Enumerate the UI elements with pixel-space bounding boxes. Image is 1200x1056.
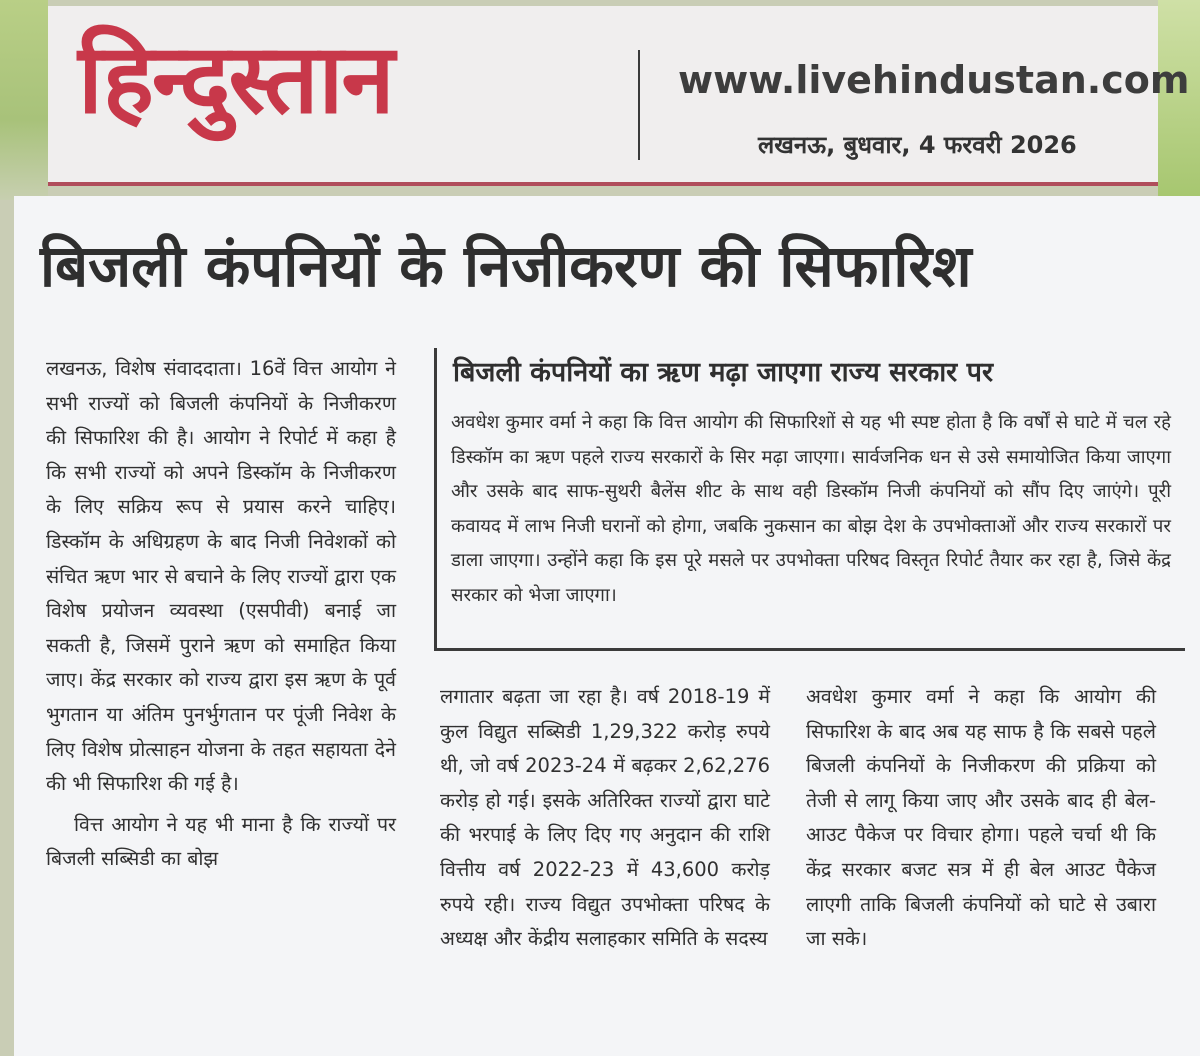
box-subheadline: बिजली कंपनियों का ऋण मढ़ा जाएगा राज्य सरकार पर [453, 357, 994, 388]
box-text: अवधेश कुमार वर्मा ने कहा कि वित्त आयोग की सिफारिशों से यह भी स्पष्ट होता है कि वर्षों से घाटे में चल रहे डिस्कॉम का ऋण पहले राज्य सरकारों के सिर मढ़ा जाएगा। सार्वजनिक धन से उसे समायोजित किया जाएगा और उसके बाद साफ-सुथरी बैलेंस शीट के साथ वही डिस्कॉम निजी कंपनियों को सौंप दिए जाएंगे। पूरी कवायद में लाभ निजी घरानों को होगा, जबकि नुकसान का बोझ देश के उपभोक्ताओं और राज्य सरकारों पर डाला जाएगा। उन्होंने कहा कि इस पूरे मसले पर उपभोक्ता परिषद विस्तृत रिपोर्ट तैयार कर रहा है, जिसे केंद्र सरकार को भेजा जाएगा। [451, 412, 1171, 606]
news-page [14, 196, 1200, 1056]
subhead-bar [434, 348, 437, 398]
article-column-3 [806, 680, 1156, 957]
newspaper-logo: हिन्दुस्तान [78, 23, 393, 135]
masthead-divider [638, 50, 640, 160]
column-3-paragraph: अवधेश कुमार वर्मा ने कहा कि आयोग की सिफारिश के बाद अब यह साफ है कि सबसे पहले बिजली कंपनियों के निजीकरण की प्रक्रिया को तेजी से लागू किया जाए और उसके बाद ही बेल-आउट पैकेज पर विचार होगा। पहले चर्चा थी कि केंद्र सरकार बजट सत्र में ही बेल आउट पैकेज लाएगी ताकि बिजली कंपनियों को घाटे से उबारा जा सके। [806, 685, 1156, 951]
dateline: लखनऊ, बुधवार, 4 फरवरी 2026 [758, 131, 1077, 159]
article-headline: बिजली कंपनियों के निजीकरण की सिफारिश [40, 232, 972, 300]
column-2-paragraph: लगातार बढ़ता जा रहा है। वर्ष 2018-19 में कुल विद्युत सब्सिडी 1,29,322 करोड़ रुपये थी, जो वर्ष 2023-24 में बढ़कर 2,62,276 करोड़ हो गई। इसके अतिरिक्त राज्यों द्वारा घाटे की भरपाई के लिए दिए गए अनुदान की राशि वित्तीय वर्ष 2022-23 में 43,600 करोड़ रुपये रही। राज्य विद्युत उपभोक्ता परिषद के अध्यक्ष और केंद्रीय सलाहकार समिति के सदस्य [440, 685, 770, 951]
sidebar-box [434, 348, 1185, 651]
background-strip-left [0, 0, 48, 200]
newspaper-masthead [48, 6, 1190, 186]
column-1-paragraph-1: लखनऊ, विशेष संवाददाता। 16वें वित्त आयोग ने सभी राज्यों को बिजली कंपनियों के निजीकरण की सिफारिश की है। आयोग ने रिपोर्ट में कहा है कि सभी राज्यों को अपने डिस्कॉम के निजीकरण के लिए सक्रिय रूप से प्रयास करने चाहिए। डिस्कॉम के अधिग्रहण के बाद निजी निवेशकों को संचित ऋण भार से बचाने के लिए राज्यों द्वारा एक विशेष प्रयोजन व्यवस्था (एसपीवी) बनाई जा सकती है, जिसमें पुराने ऋण को समाहित किया जाए। केंद्र सरकार को राज्य द्वारा इस ऋण के पूर्व भुगतान या अंतिम पुनर्भुगतान पर पूंजी निवेश के लिए विशेष प्रोत्साहन योजना के तहत सहायता देने की भी सिफारिश की गई है। [46, 357, 396, 796]
article-column-2 [440, 680, 770, 957]
website-url: www.livehindustan.com [678, 58, 1190, 102]
article-column-1 [46, 352, 396, 877]
column-1-paragraph-2: वित्त आयोग ने यह भी माना है कि राज्यों पर बिजली सब्सिडी का बोझ [46, 812, 396, 871]
